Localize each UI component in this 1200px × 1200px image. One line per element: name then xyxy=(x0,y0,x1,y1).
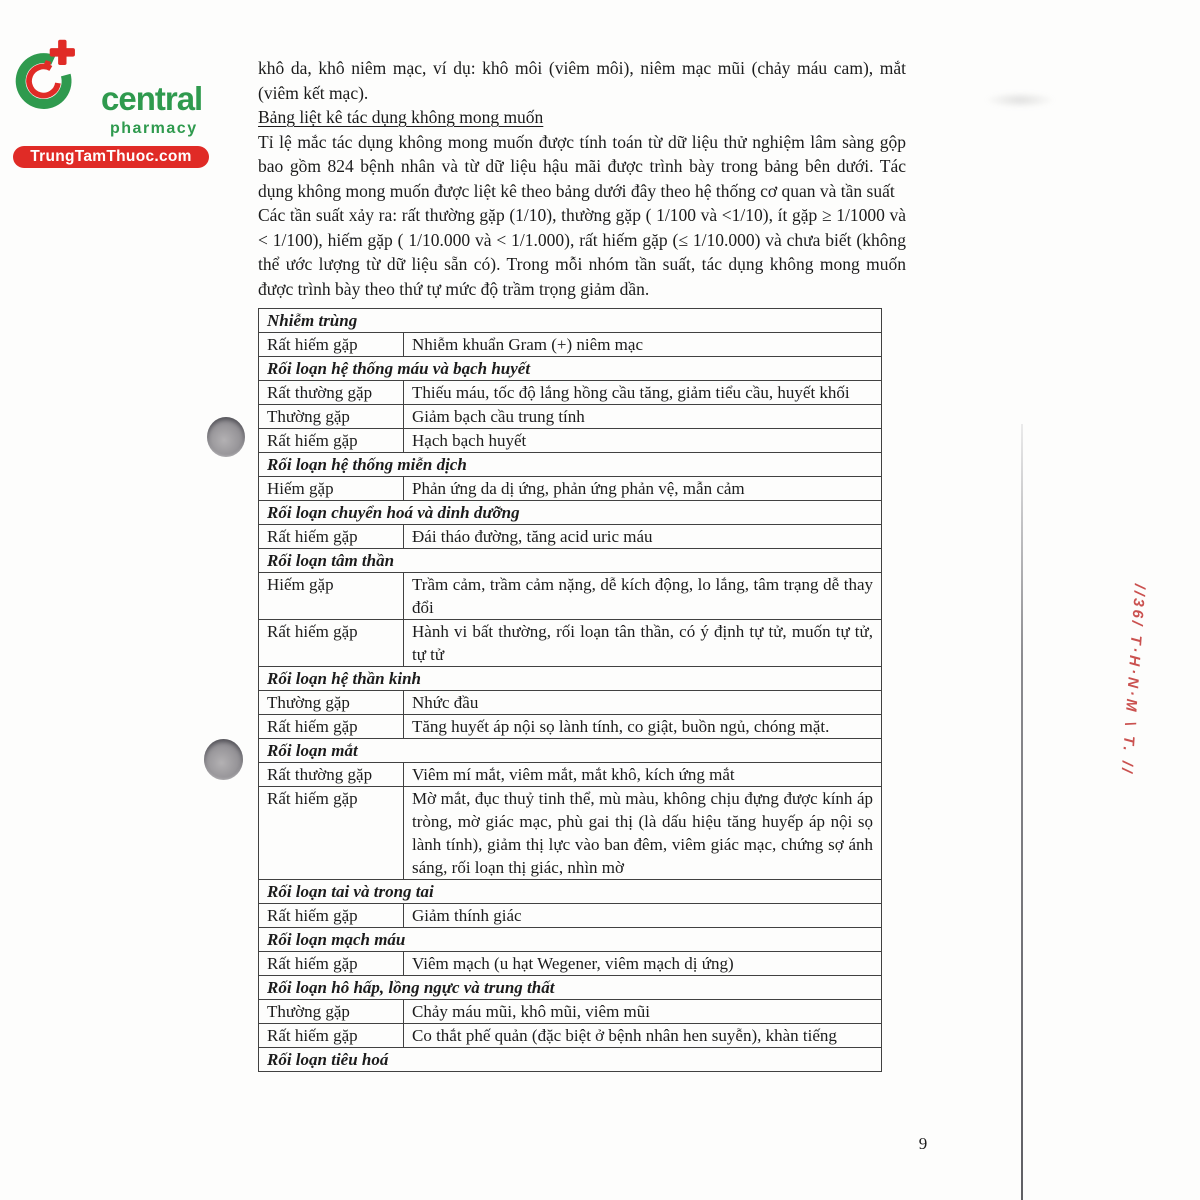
paragraph-incidence: Tỉ lệ mắc tác dụng không mong muốn được tính toán từ dữ liệu thử nghiệm lâm sàng gộp bao gồm 824 bệnh nhân và từ dữ liệu hậu mãi được trình bày trong bảng bên dưới. Tác dụng không mong muốn được liệt kê theo bảng dưới đây theo hệ thống cơ quan và tần suất xyxy=(258,131,906,201)
punch-hole-top xyxy=(207,417,245,457)
red-stamp-annotation: //36/ T·H·N·M \ T. // xyxy=(1117,583,1149,776)
table-row xyxy=(259,549,882,573)
frequency-cell: Rất hiếm gặp xyxy=(259,333,404,357)
table-row xyxy=(259,952,882,976)
effects-cell: Chảy máu mũi, khô mũi, viêm mũi xyxy=(404,1000,882,1024)
frequency-cell: Rất hiếm gặp xyxy=(259,525,404,549)
table-row xyxy=(259,381,882,405)
scan-smudge xyxy=(985,92,1055,108)
frequency-cell: Rất hiếm gặp xyxy=(259,952,404,976)
table-row xyxy=(259,525,882,549)
page-number: 9 xyxy=(918,1134,928,1153)
table-row xyxy=(259,453,882,477)
effects-cell: Mờ mắt, đục thuỷ tinh thể, mù màu, không chịu đựng được kính áp tròng, mờ giác mạc, phù gai thị (là dấu hiệu tăng huyếp áp nội sọ lành tính), giảm thị lực vào ban đêm, viêm giác mạc, chứng sợ ánh sáng, rối loạn thị giác, nhìn mờ xyxy=(404,787,882,880)
effects-cell: Viêm mí mắt, viêm mắt, mắt khô, kích ứng mắt xyxy=(404,763,882,787)
effects-cell: Trầm cảm, trầm cảm nặng, dễ kích động, lo lắng, tâm trạng dễ thay đổi xyxy=(404,573,882,620)
paragraph-frequency-definitions: Các tần suất xảy ra: rất thường gặp (1/10), thường gặp ( 1/100 và <1/10), ít gặp ≥ 1/1000 và < 1/100), hiếm gặp ( 1/10.000 và < 1/1.000), rất hiếm gặp (≤ 1/10.000) và chưa biết (không thể ước lượng từ dữ liệu sẵn có). Trong mỗi nhóm tần suất, tác dụng không mong muốn được trình bày theo thứ tự mức độ trầm trọng giảm dần. xyxy=(258,205,906,299)
frequency-cell: Rất hiếm gặp xyxy=(259,787,404,880)
frequency-cell: Rất hiếm gặp xyxy=(259,715,404,739)
central-pharmacy-logo xyxy=(13,36,223,165)
paragraph-dry-skin: khô da, khô niêm mạc, ví dụ: khô môi (viêm môi), niêm mạc mũi (chảy máu cam), mắt (viêm kết mạc). xyxy=(258,58,906,103)
frequency-cell: Rất hiếm gặp xyxy=(259,904,404,928)
effects-cell: Giảm bạch cầu trung tính xyxy=(404,405,882,429)
adverse-table-body xyxy=(259,309,882,1072)
frequency-cell: Rất hiếm gặp xyxy=(259,620,404,667)
table-row xyxy=(259,573,882,620)
table-row xyxy=(259,620,882,667)
central-pharmacy-logo-icon xyxy=(13,38,91,118)
organ-system-header-cell: Rối loạn hô hấp, lồng ngực và trung thất xyxy=(259,976,882,1000)
table-row xyxy=(259,405,882,429)
effects-cell: Co thắt phế quản (đặc biệt ở bệnh nhân hen suyễn), khàn tiếng xyxy=(404,1024,882,1048)
effects-cell: Nhức đầu xyxy=(404,691,882,715)
table-row xyxy=(259,880,882,904)
table-row xyxy=(259,667,882,691)
table-row xyxy=(259,477,882,501)
adverse-reactions-table xyxy=(258,308,882,1072)
effects-cell: Phản ứng da dị ứng, phản ứng phản vệ, mẫn cảm xyxy=(404,477,882,501)
organ-system-header-cell: Rối loạn mạch máu xyxy=(259,928,882,952)
table-section-heading: Bảng liệt kê tác dụng không mong muốn xyxy=(258,107,544,127)
logo-sub-text: pharmacy xyxy=(110,120,198,137)
table-row xyxy=(259,501,882,525)
logo-website-badge[interactable]: TrungTamThuoc.com xyxy=(13,146,209,168)
table-row xyxy=(259,429,882,453)
organ-system-header-cell: Rối loạn chuyển hoá và dinh dưỡng xyxy=(259,501,882,525)
effects-cell: Hành vi bất thường, rối loạn tân thần, có ý định tự tử, muốn tự tử, tự tử xyxy=(404,620,882,667)
frequency-cell: Rất hiếm gặp xyxy=(259,429,404,453)
effects-cell: Đái tháo đường, tăng acid uric máu xyxy=(404,525,882,549)
organ-system-header-cell: Rối loạn hệ thần kinh xyxy=(259,667,882,691)
table-row xyxy=(259,309,882,333)
effects-cell: Viêm mạch (u hạt Wegener, viêm mạch dị ứng) xyxy=(404,952,882,976)
document-body xyxy=(258,56,906,1072)
frequency-cell: Thường gặp xyxy=(259,405,404,429)
organ-system-header-cell: Nhiễm trùng xyxy=(259,309,882,333)
frequency-cell: Rất thường gặp xyxy=(259,763,404,787)
table-row xyxy=(259,1048,882,1072)
logo-brand-text: central xyxy=(101,80,203,117)
table-row xyxy=(259,1024,882,1048)
table-row xyxy=(259,976,882,1000)
page-edge-line xyxy=(1021,424,1023,1200)
frequency-cell: Thường gặp xyxy=(259,1000,404,1024)
table-row xyxy=(259,739,882,763)
organ-system-header-cell: Rối loạn hệ thống máu và bạch huyết xyxy=(259,357,882,381)
table-row xyxy=(259,1000,882,1024)
effects-cell: Thiếu máu, tốc độ lắng hồng cầu tăng, giảm tiểu cầu, huyết khối xyxy=(404,381,882,405)
effects-cell: Giảm thính giác xyxy=(404,904,882,928)
frequency-cell: Rất hiếm gặp xyxy=(259,1024,404,1048)
effects-cell: Hạch bạch huyết xyxy=(404,429,882,453)
table-row xyxy=(259,904,882,928)
organ-system-header-cell: Rối loạn tai và trong tai xyxy=(259,880,882,904)
table-row xyxy=(259,787,882,880)
table-row xyxy=(259,928,882,952)
table-row xyxy=(259,691,882,715)
organ-system-header-cell: Rối loạn mắt xyxy=(259,739,882,763)
frequency-cell: Rất thường gặp xyxy=(259,381,404,405)
organ-system-header-cell: Rối loạn hệ thống miễn dịch xyxy=(259,453,882,477)
frequency-cell: Hiếm gặp xyxy=(259,573,404,620)
table-row xyxy=(259,357,882,381)
frequency-cell: Hiếm gặp xyxy=(259,477,404,501)
frequency-cell: Thường gặp xyxy=(259,691,404,715)
table-row xyxy=(259,763,882,787)
table-row xyxy=(259,333,882,357)
punch-hole-bottom xyxy=(204,739,243,780)
effects-cell: Nhiễm khuẩn Gram (+) niêm mạc xyxy=(404,333,882,357)
table-row xyxy=(259,715,882,739)
organ-system-header-cell: Rối loạn tâm thần xyxy=(259,549,882,573)
effects-cell: Tăng huyết áp nội sọ lành tính, co giật, buồn ngủ, chóng mặt. xyxy=(404,715,882,739)
organ-system-header-cell: Rối loạn tiêu hoá xyxy=(259,1048,882,1072)
